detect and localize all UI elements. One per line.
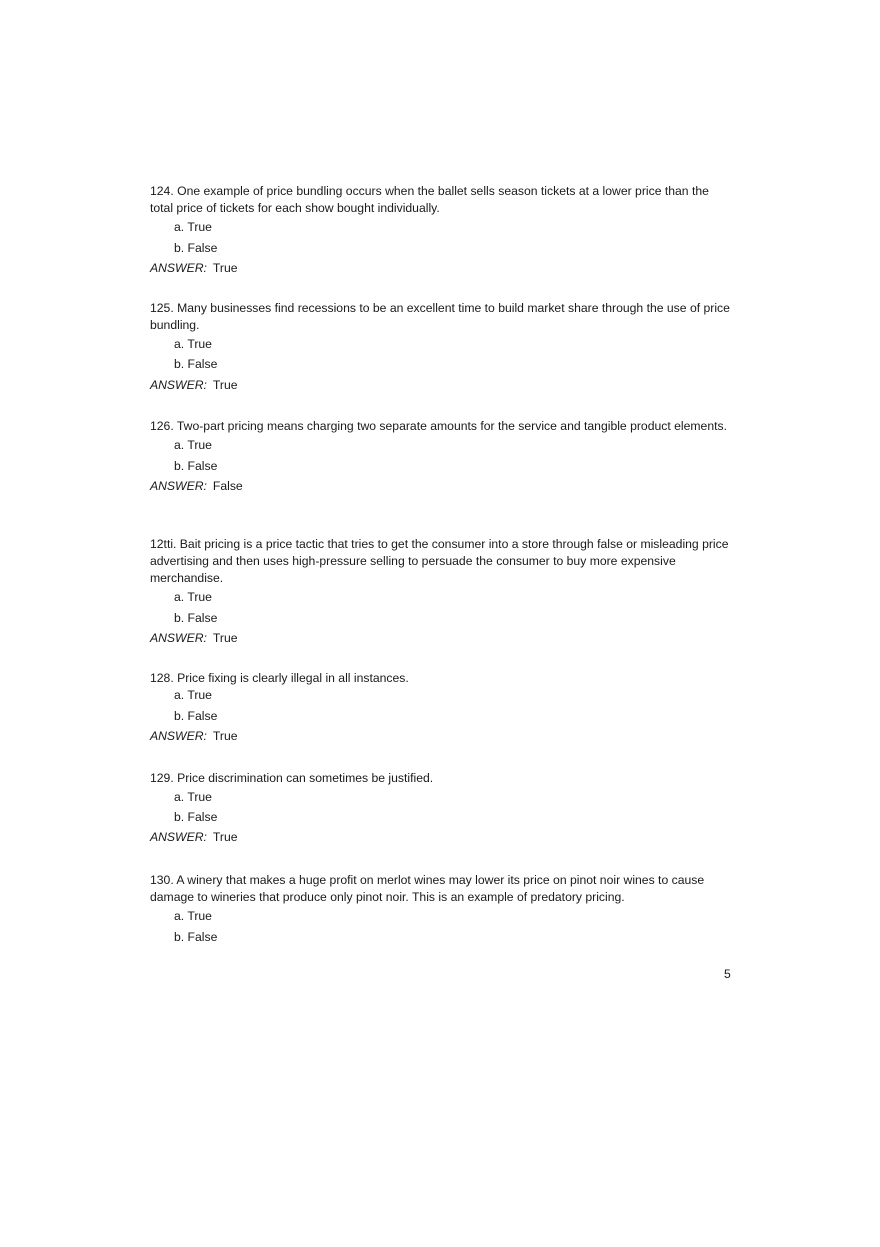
option-false: b. False [174,357,218,371]
question-125 [150,300,735,394]
question-text: 128. Price fixing is clearly illegal in all instances. [150,671,409,685]
answer-line [150,630,735,647]
option-true: a. True [174,337,212,351]
answer-line [150,478,735,495]
question-129 [150,770,735,846]
option-true: a. True [174,909,212,923]
answer-value: True [212,830,238,844]
question-text: 125. Many businesses find recessions to be an excellent time to build market share through the use of price bundling. [150,301,730,332]
option-true: a. True [174,688,212,702]
question-text: 124. One example of price bundling occurs when the ballet sells season tickets at a lower price than the total price of tickets for each show bought individually. [150,184,709,215]
option-true: a. True [174,220,212,234]
option-false: b. False [174,611,218,625]
option-false: b. False [174,709,218,723]
answer-value: True [212,631,238,645]
answer-label: ANSWER: [150,261,207,275]
question-text: 126. Two-part pricing means charging two separate amounts for the service and tangible product elements. [150,419,727,433]
answer-label: ANSWER: [150,378,207,392]
answer-value: True [212,729,238,743]
question-128 [150,670,735,745]
answer-line [150,728,735,745]
answer-line [150,829,735,846]
answer-label: ANSWER: [150,729,207,743]
question-text: 130. A winery that makes a huge profit on merlot wines may lower its price on pinot noir wines to cause damage to wineries that produce only pinot noir. This is an example of predatory pricing. [150,873,705,904]
option-false: b. False [174,930,218,944]
answer-value: False [212,479,243,493]
answer-line [150,377,735,394]
question-text: 129. Price discrimination can sometimes be justified. [150,771,434,785]
option-true: a. True [174,438,212,452]
answer-value: True [212,378,238,392]
answer-line [150,260,735,277]
question-124 [150,183,735,277]
question-130 [150,872,735,946]
answer-label: ANSWER: [150,479,207,493]
option-true: a. True [174,790,212,804]
answer-label: ANSWER: [150,631,207,645]
option-false: b. False [174,459,218,473]
question-127 [150,536,735,647]
option-false: b. False [174,241,218,255]
question-text: 12tti. Bait pricing is a price tactic that tries to get the consumer into a store through false or misleading price advertising and then uses high-pressure selling to persuade the consumer to buy more expensive merchandise. [150,537,729,585]
option-false: b. False [174,810,218,824]
answer-value: True [212,261,238,275]
option-true: a. True [174,590,212,604]
answer-label: ANSWER: [150,830,207,844]
page-number: 5 [724,967,731,981]
question-126 [150,418,735,495]
